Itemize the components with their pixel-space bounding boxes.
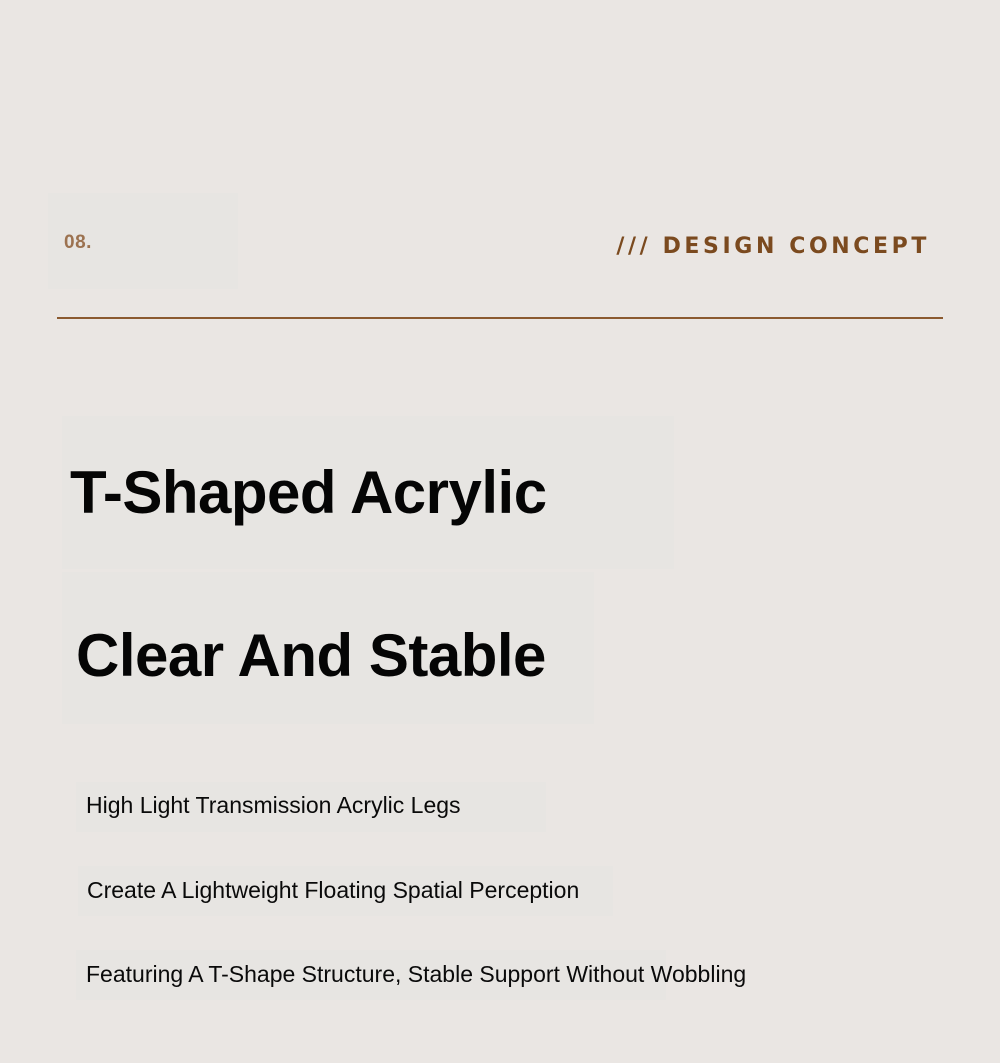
section-label: /// DESIGN CONCEPT (616, 234, 930, 259)
headline-line-2: Clear And Stable (76, 622, 546, 689)
section-number: 08. (64, 232, 92, 253)
feature-item: Featuring A T-Shape Structure, Stable Support Without Wobbling (86, 961, 747, 987)
headline-line-1: T-Shaped Acrylic (70, 459, 547, 526)
feature-item: Create A Lightweight Floating Spatial Perception (87, 877, 580, 903)
feature-item: High Light Transmission Acrylic Legs (86, 792, 461, 818)
header-divider (57, 317, 943, 319)
